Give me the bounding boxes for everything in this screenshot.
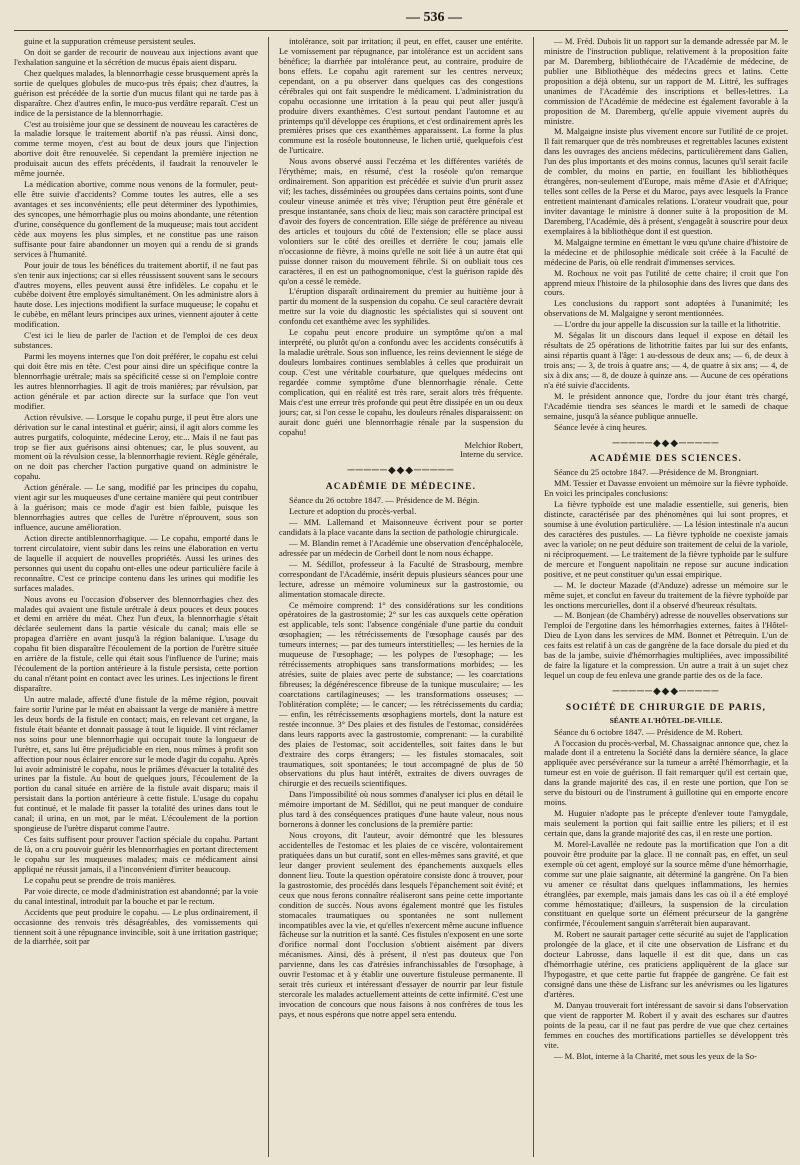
paragraph: — M. Sédillot, professeur à la Faculté de Strasbourg, membre correspondant de l'Académie, insérit depuis plusieurs séances pour une lecture, adresse un mémoire volumineux sur la gastrostomie, ou alimentation stomacale directe. xyxy=(278,558,523,599)
paragraph: C'est au troisième jour que se dessinent de nouveau les caractères de la maladie lorsque le traitement abortif n'a pas réussi. Ainsi donc, comme terme moyen, c'est au bout de deux jours que l'injection abortive doit être renouvelée. Si cependant la première injection ne produisait aucun des effets précédents, il faudrait la renouveler le même journée. xyxy=(14,118,259,179)
paragraph: — L'ordre du jour appelle la discussion sur la taille et la lithotritie. xyxy=(553,319,781,330)
paragraph: intolérance, soit par irritation; il peut, en effet, causer une entérite. Le vomissement par répugnance, par intolérance est un accident sans bénéfice; la diarrhée par intolérance peut, au contraire, produire de bons effets. Le copahu agit rarement sur les centres nerveux; cependant, on a pu observer dans quelques cas des congestions cérébrales qui ont fait suspendre le médicament. L'administration du copahu occasionne une irritation à la peau qui peut aller jusqu'à produire divers exanthèmes. C'est surtout pendant l'automne et au printemps qu'il développe ces éruptions, et c'est ordinairement après les premières prises que ces exanthèmes apparaissent. La forme la plus commune est la roséole boutonneuse, le lichen urtié, quelquefois c'est de l'urticaire. xyxy=(278,37,523,156)
paragraph: MM. Tessier et Davasse envoient un mémoire sur la fièvre typhoïde. En voici les principales conclusions: xyxy=(543,478,788,499)
column-3 xyxy=(544,37,788,1157)
column-1 xyxy=(14,37,258,1157)
session-line: Séance du 26 octobre 1847. — Présidence de M. Bégin. xyxy=(288,495,480,506)
columns xyxy=(14,37,788,1157)
paragraph: guine et la suppuration crémeuse persistent seules. xyxy=(24,37,196,46)
paragraph: — M. le docteur Mazade (d'Anduze) adresse un mémoire sur le même sujet, et conclut en faveur du traitement de la fièvre typhoïde par les onctions mercurielles, dont il a observé d'heureux résultats. xyxy=(543,579,788,610)
ornamental-rule: ─────◆◆◆───── xyxy=(347,465,455,477)
paragraph: Un autre malade, affecté d'une fistule de la même région, pouvait faire sortir l'urine par le méat en abaissant la verge de manière à mettre les deux bords de la fistule en contact; mais, en relevant cet organe, la fistule était béante et donnait passage à tout le liquide. Il vint réclamer nos soins pour une blennorrhagie qui occupait toute la longueur de l'urètre, et, sans lui être préjudiciable en rien, nous mîmes à profit son affection pour nous éclairer encore sur le mode d'agir du copahu. Après lui avoir administré le copahu, nous le priâmes d'évacuer la totalité des urines par la fistule. Au bout de quelques jours, l'écoulement de la portion du canal située en arrière de la fistule avait disparu; mais il persistait dans la portion antérieure à cette fistule. L'usage du copahu fut continué, et le malade fit passer la totalité des urines dans tout le canal; il urina, en un mot, par le méat. L'écoulement de la portion spongieuse de l'urètre disparut comme l'autre. xyxy=(14,693,259,834)
paragraph: On doit se garder de recourir de nouveau aux injections avant que l'exhalation sanguine et la sécrétion de mucus épais aient disparu. xyxy=(14,46,259,67)
column-2 xyxy=(279,37,523,1157)
page-header xyxy=(14,8,788,31)
column-divider xyxy=(533,37,534,1157)
paragraph: Ce mémoire comprend: 1° des considérations sur les conditions opératoires de la gastrostomie; 2° sur les cas auxquels cette opération est applicable, tels sont: l'absence congéniale d'une partie du conduit œsophagien; — les rétrécissements de l'œsophage causés par des tumeurs internes; — par des tumeurs interstitielles; — les hernies de la muqueuse de l'œsophage; — les polypes de l'œsophage; — les rétrécissements atrophiques sans transformations morbides; — les atrésies, suite de plaies avec perte de substance; — les coarctations fibreuses; la dégénérescence fibreuse de la tunique musculaire; — les coarctations cartilagineuses; — les transformations osseuses; — l'oblitération complète; — le cancer; — les rétrécissements du cardia; — enfin, les rétrécissements œsophagiens mortels, dont la nature est restée inconnue. 3° Des plaies et des fistules de l'estomac, considérées dans leurs rapports avec la gastrostomie, comprenant: — la curabilité des plaies de l'estomac, soit accidentelles, soit faites dans le but d'extraire des corps étrangers; — les fistules stomacales, soit traumatiques, soit spontanées; le tout accompagné de plus de 50 observations du plus haut intérêt, extraites de divers ouvrages de chirurgie et des recueils scientifiques. xyxy=(278,599,523,789)
paragraph: Séance levée à cinq heures. xyxy=(553,421,648,432)
paragraph: Nous avons observé aussi l'eczéma et les différentes variétés de l'érythème; mais, en résumé, c'est la roséole qu'on remarque ordinairement. Son apparition est précédée et suivie d'un prurit assez vif; les taches, disséminées ou groupées dans certains points, sont d'une couleur vineuse animée et très vive; l'éruption peut être générale et presque instantanée, sans choix de lieu; mais son caractère principal est d'avoir des foyers de concentration. Elle siége de préférence au niveau des articles et toujours du côté de l'extension; elle se place aussi volontiers sur le côté des oreilles et derrière le cou; jamais elle n'occasionne de fièvre, à moins qu'elle ne soit liée à un autre état qui puisse donner raison du mouvement fébrile. Si on oubliait tous ces caractères, il en est un pathognomonique, c'est la guérison rapide dès qu'on a cessé le remède. xyxy=(278,156,523,286)
paragraph: La médication abortive, comme nous venons de la formuler, peut-elle être suivie d'accidents? Comme toutes les autres, elle a ses avantages et ses inconvénients; elle peut déterminer des lypothimies, des syncopes, une hémorrhagie plus ou moins abondante, une rétention d'urine, conséquence du gonflement de la muqueuse; mais tout accident cède aux moyens les plus simples, et ne constitue pas une raison suffisante pour faire abandonner un moyen qui a rendu de si grands services à l'humanité. xyxy=(14,179,259,259)
paragraph: Nous croyons, dit l'auteur, avoir démontré que les blessures accidentelles de l'estomac et les plaies de ce viscère, volontairement pratiquées dans un but curatif, sont en elles-mêmes sans gravité, et que leur danger provient seulement des épanchements auxquels elles donnent lieu. Toute la question opératoire consiste donc à trouver, pour la gastrostomie, des procédés dans lesquels l'épanchement soit évité; et ceux que nous ferons connaître réaliseront sans peine cette importante condition de succès. Nous avons également montré que les fistules stomacales traumatiques ou spontanées ne sont nullement incompatibles avec la vie, et qu'elles n'exercent même aucune influence fâcheuse sur la nutrition et la santé. Ces fistules n'exposent en une sorte d'orifice normal dont l'occlusion s'obtient aisément par divers mécanismes. Ainsi, dès à présent, il n'est pas douteux que l'on parvienne, dans les cas d'atrésies infranchissables de l'œsophage, à ouvrir l'estomac et à y établir une ouverture fistuleuse permanente. Il serait très curieux et intéressant d'essayer de nourrir par leur fistule stercorale les malades actuellement atteints de cette infirmité. C'est une invocation de concours que nous faisons à nos confrères de tous les pays, et nous espérons que notre appel sera entendu. xyxy=(278,830,523,1019)
section-title-academie-medecine: ACADÉMIE DE MÉDECINE. xyxy=(325,482,477,493)
paragraph: — M. Blot, interne à la Charité, met sous les yeux de la So- xyxy=(553,1050,757,1061)
paragraph: Action révulsive. — Lorsque le copahu purge, il peut être alors une dérivation sur le canal intestinal et guérir; ainsi, il agit alors comme les autres purgatifs, coloquinte, médecine Leroy, etc... Mais il ne faut pas trop se fier aux guérisons ainsi obtenues; car, le plus souvent, au moment où la révulsion cesse, la blennorrhagie revient. Règle générale, on ne doit pas chercher l'action purgative quand on administre le copahu. xyxy=(14,411,259,482)
page-number: — 536 — xyxy=(406,10,462,25)
paragraph: Lecture et adoption du procès-verbal. xyxy=(288,506,417,517)
paragraph: La fièvre typhoïde est une maladie essentielle, sui generis, bien distincte, caractérisée par des phénomènes qui lui sont propres, et soumise à une évolution particulière. — La lésion intestinale n'a aucun des caractères des pustules. — La fièvre typhoïde ne coexiste jamais avec la variole; on ne peut déduire son traitement de celui de la variole, ni réciproquement. — Le traitement de la fièvre typhoïde par le sulfure de mercure et l'onguent napolitain ne repose sur aucune indication positive, et ne peut constituer qu'un essai empirique. xyxy=(543,499,788,579)
paragraph: M. Malgaigne insiste plus vivement encore sur l'utilité de ce projet. Il fait remarquer que de très nombreuses et regrettables lacunes existent dans les ouvrages des anciens médecins, particulièrement dans Galien, l'un des plus importants et des moins connus, lacunes qu'il serait facile de combler, du moins en partie, en fouillant les bibliothèques étrangères, non-seulement d'Europe, mais même d'Asie et d'Afrique; telles sont celles de la Perse et du Maroc, pays avec lesquels la France entretient maintenant d'amicales relations. L'orateur voudrait que, pour inviter davantage le ministre à donner suite à la proposition de M. Daremberg, l'Académie, dès à présent, s'engageât à souscrire pour deux exemplaires à la bibliothèque dont il est question. xyxy=(543,126,788,236)
paragraph: M. Ségalas lit un discours dans lequel il expose en détail les résultats de 25 opérations de lithotritie faites par lui sur des enfants, ainsi répartis quant à l'âge: 1 au-dessous de deux ans; — 6, de deux à trois ans; — 3, de trois à quatre ans; — 4, de quatre à six ans; — 4, de six à dix ans; — 8, de douze à quinze ans. — Aucune de ces opérations n'a été suivie d'accidents. xyxy=(543,330,788,390)
paragraph: M. le président annonce que, l'ordre du jour étant très chargé, l'Académie tiendra ses séances le mardi et le samedi de chaque semaine, jusqu'à la séance publique annuelle. xyxy=(543,390,788,421)
paragraph: Nous avons eu l'occasion d'observer des blennorrhagies chez des malades qui avaient une fistule urétrale à deux pouces et deux pouces et demi en arrière du méat. Chez l'un d'eux, la blennorrhagie s'était déclarée seulement dans la partie vésicale du canal; mais elle se propagea d'arrière en avant jusqu'à la région balanique. L'usage du copahu fit bien disparaître l'écoulement de la portion de l'urètre située en arrière de la fistule, celle qui était sous l'influence de l'urine; mais l'écoulement de la portion antérieure à la fistule persista, cette portion du canal n'étant point en contact avec les urines. Les injections le firent disparaître. xyxy=(14,593,259,693)
paragraph: — M. Bonjean (de Chambéry) adresse de nouvelles observations sur l'emploi de l'ergotine dans les hémorrhagies externes, faites à l'Hôtel-Dieu de Lyon dans les services de MM. Bonnet et Pétrequin. L'un de ces faits est relatif à un cas de gangrène de la face dorsale du pied et du bas de la jambe, suivie d'hémorrhagies multipliées, avec impossibilité de faire la ligature et la compression. Un autre a trait à un sujet chez lequel un coup de feu enleva une grande partie des os de la face. xyxy=(543,610,788,681)
paragraph: — M. Blandin remet à l'Académie une observation d'encéphalocèle, adressée par un médecin de Corbeil dont le nom nous échappe. xyxy=(278,537,523,558)
section-title-societe-chirurgie: SOCIÉTÉ DE CHIRURGIE DE PARIS, xyxy=(565,702,767,713)
paragraph: Dans l'impossibilité où nous sommes d'analyser ici plus en détail le mémoire important de M. Sédillot, qui ne peut manquer de conduire plus tard à des conséquences pratiques d'une haute valeur, nous nous bornerons à donner les conclusions de la première partie: xyxy=(278,789,523,830)
signature: Melchior Robert, Interne du service. xyxy=(459,439,523,460)
paragraph: Pour jouir de tous les bénéfices du traitement abortif, il ne faut pas s'en tenir aux injections; car si elles réussissent souvent sans le secours d'autres moyens, elles peuvent aussi être infidèles. Le copahu et le cubèbe doivent être employés simultanément. On les administre alors à haute dose. Les injections modifient la surface muqueuse; le copahu et le cubèbe, en mêlant leurs principes aux urines, viennent ajouter à cette modification. xyxy=(14,259,259,330)
paragraph: Accidents que peut produire le copahu. — Le plus ordinairement, il occasionne des renvois très désagréables, des vomissements qui tiennent soit à une répugnance invincible, soit à une irritation gastrique; de la diarrhée, soit par xyxy=(14,906,259,947)
ornamental-rule: ─────◆◆◆───── xyxy=(612,437,720,449)
section-title-academie-sciences: ACADÉMIE DES SCIENCES. xyxy=(589,454,743,465)
paragraph: Les conclusions du rapport sont adoptées à l'unanimité; les observations de M. Malgaigne y seront mentionnées. xyxy=(543,298,788,319)
paragraph: Action directe antiblennorrhagique. — Le copahu, emporté dans le torrent circulatoire, vient subir dans les reins une élaboration en vertu de laquelle il acquiert de nouvelles propriétés. Aussi les urines des personnes qui usent du copahu ont-elles une odeur particulière facile à reconnaître. C'est ce principe contenu dans les urines qui modifie les surfaces malades. xyxy=(14,532,259,593)
session-line: Séance du 25 octobre 1847. —Présidence de M. Brongniart. xyxy=(553,467,759,478)
paragraph: M. Malgaigne termine en émettant le vœu qu'une chaire d'histoire de la médecine et de philosophie médicale soit créée à la Faculté de médecine de Paris, où elle rendrait d'immenses services. xyxy=(543,236,788,267)
paragraph: M. Robert ne saurait partager cette sécurité au sujet de l'application prolongée de la glace, et il cite une observation de Lisfranc et du docteur Labrosse, dans laquelle il est dit que, dans un cas d'hémorrhagie utérine, ces praticiens appliquèrent de la glace sur l'hypogastre, et que cette partie fut frappée de gangrène. Ce fait est consigné dans une thèse de Lisfranc sur les anévrismes ou les ligatures d'artères. xyxy=(543,929,788,999)
paragraph: M. Huguier n'adopte pas le précepte d'enlever toute l'amygdale, mais seulement la portion qui fait saillie entre les piliers; et il est certain que, dans la grande majorité des cas, il en reste une portion. xyxy=(543,808,788,838)
paragraph: M. Morel-Lavallée ne redoute pas la mortification que l'on a dit pouvoir être produite par la glace. Il ne connaît pas, en effet, un seul exemple où cet agent, employé sur la source même d'une hémorrhagie, comme sur une plaie saignante, ait déterminé la gangrène. On l'a bien vu amener ce résultat dans quelques inflammations, les hernies étranglées, par exemple, mais jamais dans les cas où il a été employé comme hémostatique; d'ailleurs, la suspension de la circulation constituant en quelque sorte un élément précurseur de la gangrène confirmée, l'écoulement sanguin s'arrêterait bien auparavant. xyxy=(543,838,788,929)
paragraph: L'éruption disparaît ordinairement du premier au huitième jour à partir du moment de la suspension du copahu. Ce seul caractère devrait mettre sur la voie du diagnostic les spécialistes qui si souvent ont confondu cet exanthème avec les syphilides. xyxy=(278,286,523,327)
paragraph: Action générale. — Le sang, modifié par les principes du copahu, vient agir sur les muqueuses d'une certaine manière qui peut contribuer à la guérison; mais ce mode d'agir est bien faible, puisque les blennorrhagies autres que celles de l'urètre n'éprouvent, sous son influence, aucune amélioration. xyxy=(14,482,259,532)
paragraph: A l'occasion du procès-verbal, M. Chassaignac annonce que, chez la malade dont il a entretenu la Société dans la dernière séance, la glace appliquée avec persévérance sur la tumeur a arrêté l'hémorrhagie, et la tumeur est en voie de guérison. Il fait remarquer qu'il est certain que, dans la grande majorité des cas, il en reste une portion, que l'on se serve du bistouri ou de l'instrument à guillotine qui en emporte encore moins. xyxy=(543,737,788,808)
paragraph: — MM. Lallemand et Maisonneuve écrivent pour se porter candidats à la place vacante dans la section de pathologie chirurgicale. xyxy=(278,517,523,537)
paragraph: Chez quelques malades, la blennorrhagie cesse brusquement après la sortie de quelques globules de muco-pus très épais; chez d'autres, la guérison est précédée de la sortie d'un mucus filant qui ne tarde pas à disparaître. Chez d'autres enfin, le muco-pus verdâtre reparaît. C'est un indice de la persistance de la blennorrhagie. xyxy=(14,67,259,118)
paragraph: Le copahu peut encore produire un symptôme qu'on a mal interprété, ou plutôt qu'on a confondu avec les accidents consécutifs à la maladie urétrale. Sous son influence, les reins deviennent le siége de douleurs lombaires continues semblables à celles que produirait un coup. C'est une véritable courbature, que quelques médecins ont regardée comme symptôme d'une blennorrhagie rénale. Cette complication, qui en réalité est très rare, serait alors très fréquente. Mais c'est une erreur très profonde qui peut être dissipée en un ou deux jours; car, si l'on cesse le copahu, les douleurs rénales disparaissent: on aurait donc guéri une blennorrhagie rénale par la suspension du copahu! xyxy=(278,327,523,437)
paragraph: C'est ici le lieu de parler de l'action et de l'emploi de ces deux substances. xyxy=(14,330,259,351)
paragraph: Par voie directe, ce mode d'administration est abandonné; par la voie du canal intestinal, introduit par la bouche et par le rectum. xyxy=(14,885,259,906)
session-line: Séance du 6 octobre 1847. — Présidence de M. Robert. xyxy=(553,726,743,737)
paragraph: Parmi les moyens internes que l'on doit préférer, le copahu est celui qui doit être mis en tête. C'est pour ainsi dire un spécifique contre la blennorrhagie urétrale; mais sa spécificité cesse si on l'emploie contre les autres blennorrhagies. Il agit de trois manières; par révulsion, par action générale et par action directe sur la surface que l'on veut modifier. xyxy=(14,351,259,411)
paragraph: Ces faits suffisent pour prouver l'action spéciale du copahu. Partant de là, on a cru pouvoir guérir les blennorrhagies en portant directement le copahu sur les muqueuses malades; mais ce médicament ainsi appliqué ne réussit jamais, il a l'inconvénient d'irriter beaucoup. xyxy=(14,834,259,874)
paragraph: M. Danyau trouverait fort intéressant de savoir si dans l'observation que vient de rapporter M. Robert il y avait des eschares sur d'autres points de la peau, car il ne faut pas perdre de vue que chez certaines femmes en couches des mortifications partielles se développent très vite. xyxy=(543,999,788,1050)
section-subtitle: SÉANTE A L'HÔTEL-DE-VILLE. xyxy=(609,715,723,725)
paragraph: Le copahu peut se prendre de trois manières. xyxy=(24,874,176,885)
paragraph: M. Rochoux ne voit pas l'utilité de cette chaire; il croit que l'on apprend mieux l'histoire de la philosophie dans des livres que dans des cours. xyxy=(543,267,788,298)
column-divider xyxy=(268,37,269,1157)
ornamental-rule: ─────◆◆◆───── xyxy=(612,686,720,698)
paragraph: — M. Fréd. Dubois lit un rapport sur la demande adressée par M. le ministre de l'instruction publique, relativement à la proposition faite par M. Daremberg, bibliothécaire de l'Académie de médecine, de publier une Bibliothèque des médecins grecs et latins. Cette proposition a déjà obtenu, sur un rapport de M. Littré, les suffrages unanimes de l'Académie des inscriptions et belles-lettres. La commission de l'Académie de médecine est également favorable à la proposition de M. Daremberg, qu'elle appuie vivement auprès du ministre. xyxy=(543,37,788,126)
